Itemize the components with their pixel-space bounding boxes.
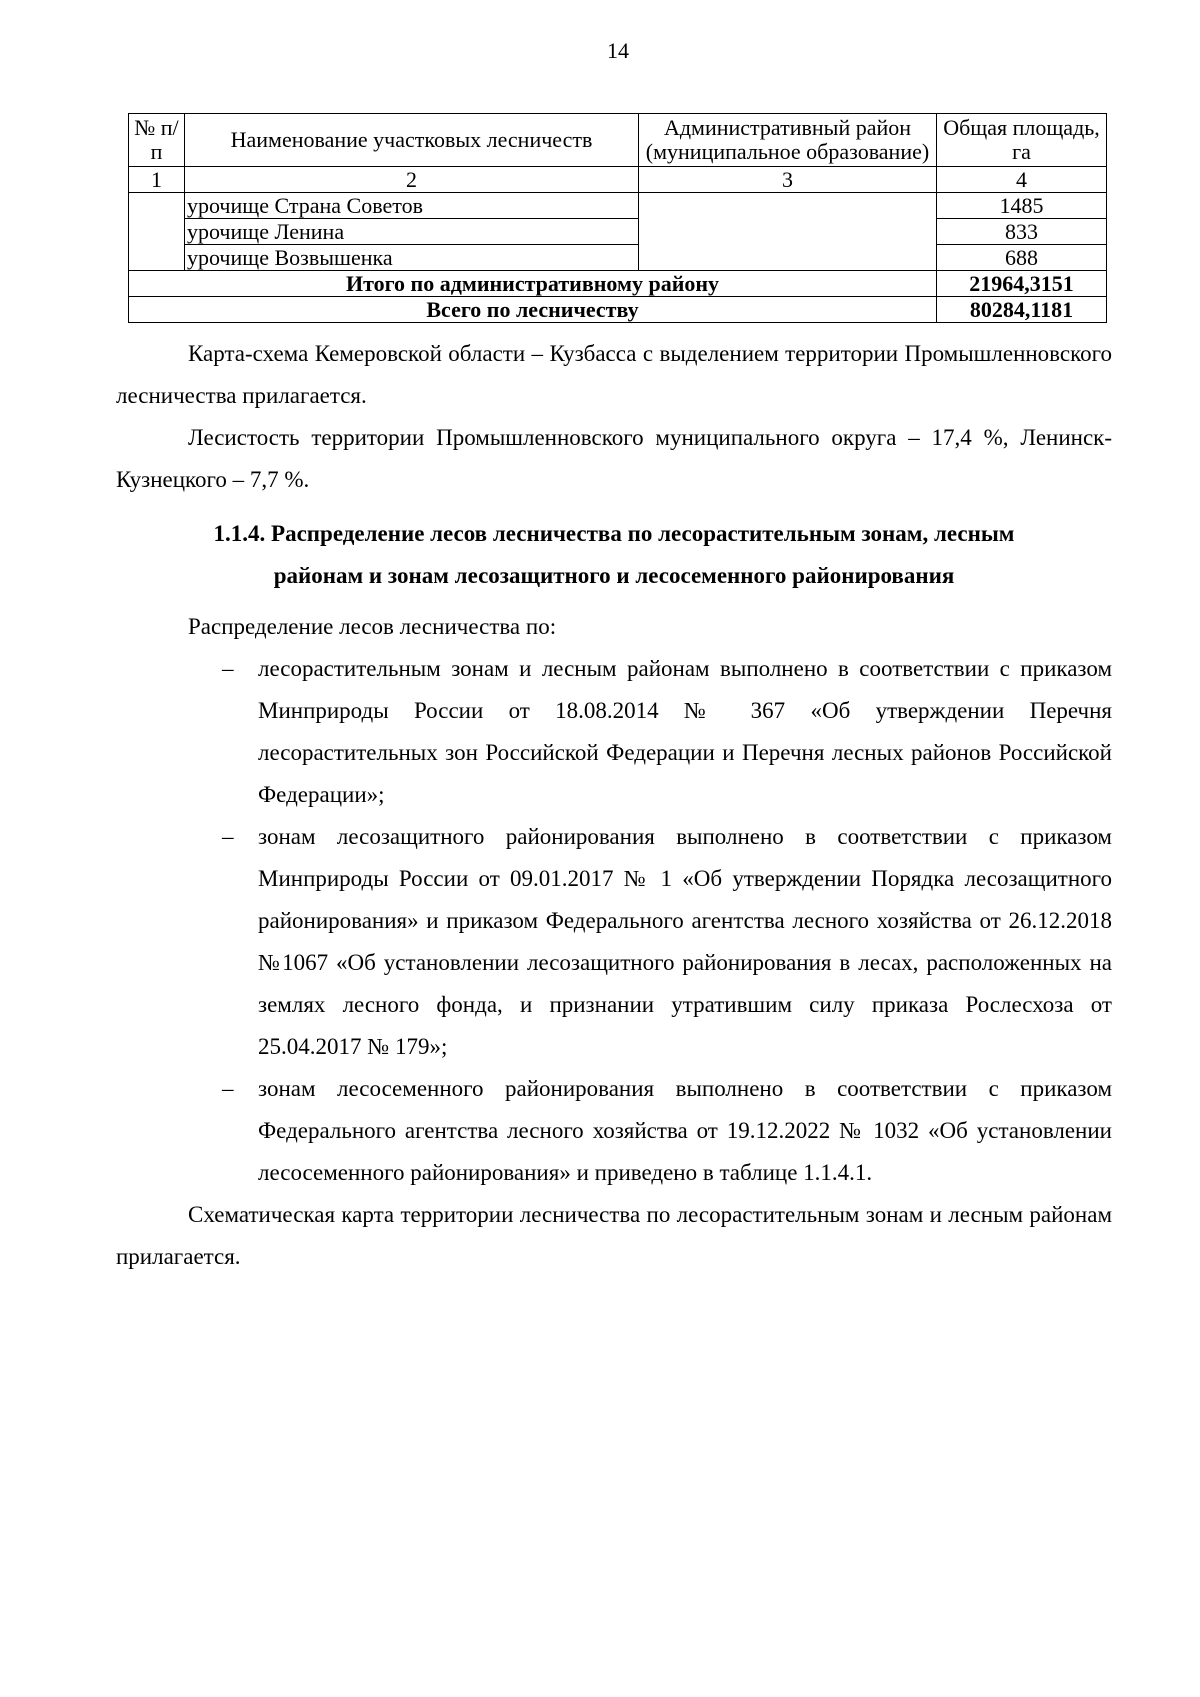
table-row	[129, 219, 1107, 245]
table-index-row	[129, 167, 1107, 193]
merged-number-cell	[129, 193, 185, 271]
total-label: Всего по лесничеству	[129, 297, 937, 323]
header-number: № п/п	[129, 114, 185, 167]
tract-name: урочище Страна Советов	[185, 193, 639, 219]
section-heading: 1.1.4. Распределение лесов лесничества по лесорастительным зонам, лесным районам и зонам лесозащитного и лесосеменного районирования	[213, 521, 1015, 588]
section-intro: Распределение лесов лесничества по:	[188, 614, 557, 639]
list-item	[116, 648, 1112, 816]
list-item-text: зонам лесосеменного районирования выполнено в соответствии с приказом Федерального агентства лесного хозяйства от 19.12.2022 № 1032 «Об установлении лесосеменного районирования» и приведено в таблице 1.1.4.1.	[258, 1076, 1112, 1185]
dash-marker: –	[222, 656, 234, 681]
table-header-row	[129, 114, 1107, 167]
table-row	[129, 245, 1107, 271]
index-cell: 2	[185, 167, 639, 193]
list-item-text: зонам лесозащитного районирования выполнено в соответствии с приказом Минприроды России от 09.01.2017 № 1 «Об утверждении Порядка лесозащитного районирования» и приказом Федерального агентства лесного хозяйства от 26.12.2018 №1067 «Об установлении лесозащитного районирования в лесах, расположенных на землях лесного фонда, и признании утратившим силу приказа Рослесхоза от 25.04.2017 № 179»;	[258, 824, 1112, 1059]
index-cell: 3	[639, 167, 937, 193]
list-item	[116, 1068, 1112, 1194]
header-name: Наименование участковых лесничеств	[185, 114, 639, 167]
tract-area: 833	[937, 219, 1107, 245]
distribution-list	[116, 648, 1112, 1194]
index-cell: 1	[129, 167, 185, 193]
table-row	[129, 193, 1107, 219]
header-district: Административный район (муниципальное образование)	[639, 114, 937, 167]
tract-area: 1485	[937, 193, 1107, 219]
closing-paragraph: Схематическая карта территории лесничества по лесорастительным зонам и лесным районам прилагается.	[116, 1202, 1112, 1269]
intro-paragraphs	[116, 333, 1112, 501]
subtotal-row	[129, 271, 1107, 297]
merged-district-cell	[639, 193, 937, 271]
forest-area-table	[128, 113, 1107, 323]
header-area: Общая площадь, га	[937, 114, 1107, 167]
total-row	[129, 297, 1107, 323]
section-body	[116, 606, 1112, 1278]
map-note-paragraph: Карта-схема Кемеровской области – Кузбасса с выделением территории Промышленновского лесничества прилагается.	[116, 341, 1112, 408]
tract-area: 688	[937, 245, 1107, 271]
subtotal-value: 21964,3151	[937, 271, 1107, 297]
total-value: 80284,1181	[937, 297, 1107, 323]
list-item-text: лесорастительным зонам и лесным районам выполнено в соответствии с приказом Минприроды России от 18.08.2014 № 367 «Об утверждении Перечня лесорастительных зон Российской Федерации и Перечня лесных районов Российской Федерации»;	[258, 656, 1112, 807]
dash-marker: –	[222, 824, 234, 849]
tract-name: урочище Ленина	[185, 219, 639, 245]
page-number: 14	[607, 38, 629, 63]
list-item	[116, 816, 1112, 1068]
dash-marker: –	[222, 1076, 234, 1101]
subtotal-label: Итого по административному району	[129, 271, 937, 297]
index-cell: 4	[937, 167, 1107, 193]
tract-name: урочище Возвышенка	[185, 245, 639, 271]
forest-cover-paragraph: Лесистость территории Промышленновского муниципального округа – 17,4 %, Ленинск-Кузнецкого – 7,7 %.	[116, 425, 1112, 492]
